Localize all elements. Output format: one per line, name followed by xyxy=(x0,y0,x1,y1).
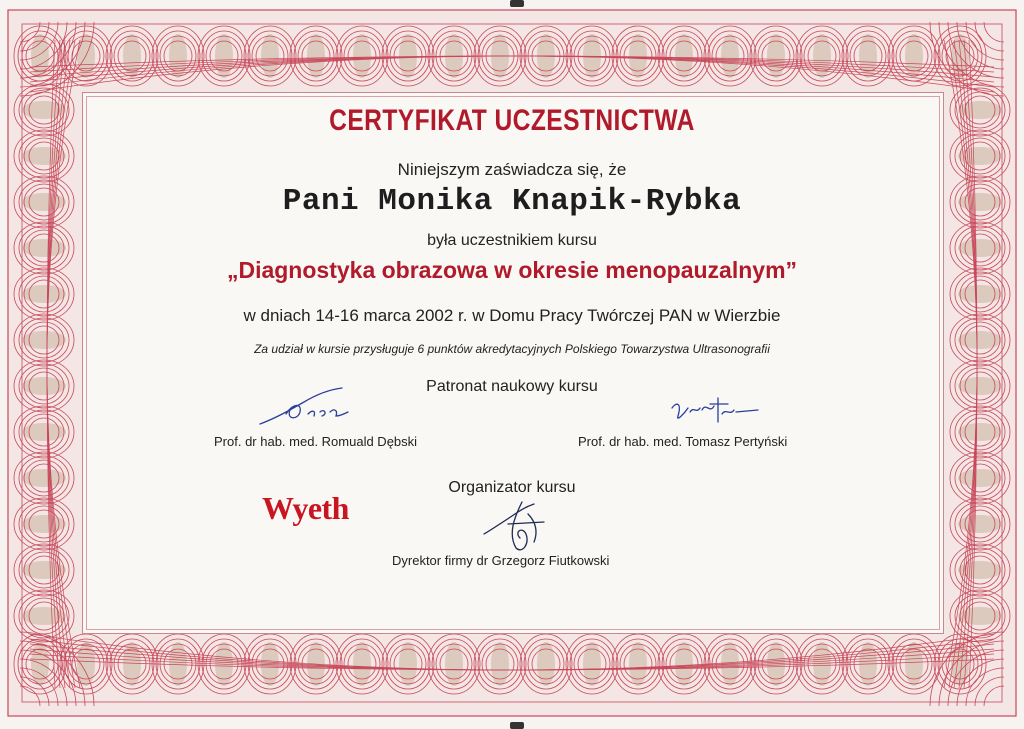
dates-location: w dniach 14-16 marca 2002 r. w Domu Pracy Twórczej PAN w Wierzbie xyxy=(243,306,781,325)
organizer-label: Organizator kursu xyxy=(448,479,576,496)
frame-clip-bottom xyxy=(510,722,524,729)
recipient-name: Pani Monika Knapik-Rybka xyxy=(282,184,742,219)
course-title: „Diagnostyka obrazowa w okresie menopauzalnym” xyxy=(226,257,798,283)
signature-1-icon xyxy=(256,384,356,428)
certificate-title: CERTYFIKAT UCZESTNICTWA xyxy=(329,104,695,137)
wyeth-logo: Wyeth xyxy=(262,490,349,526)
signatory-2-name: Prof. dr hab. med. Tomasz Pertyński xyxy=(578,434,788,449)
signature-3-icon xyxy=(478,498,558,558)
accreditation-note: Za udział w kursie przysługuje 6 punktów akredytacyjnych Polskiego Towarzystwa Ultrasonografii xyxy=(254,342,770,356)
patronage-label: Patronat naukowy kursu xyxy=(426,378,598,395)
signature-2-icon xyxy=(664,392,764,434)
frame-clip-top xyxy=(510,0,524,7)
intro-text: Niniejszym zaświadcza się, że xyxy=(397,160,627,179)
participation-text: była uczestnikiem kursu xyxy=(427,232,597,249)
signatory-1-name: Prof. dr hab. med. Romuald Dębski xyxy=(214,434,418,449)
director-name: Dyrektor firmy dr Grzegorz Fiutkowski xyxy=(392,553,610,568)
